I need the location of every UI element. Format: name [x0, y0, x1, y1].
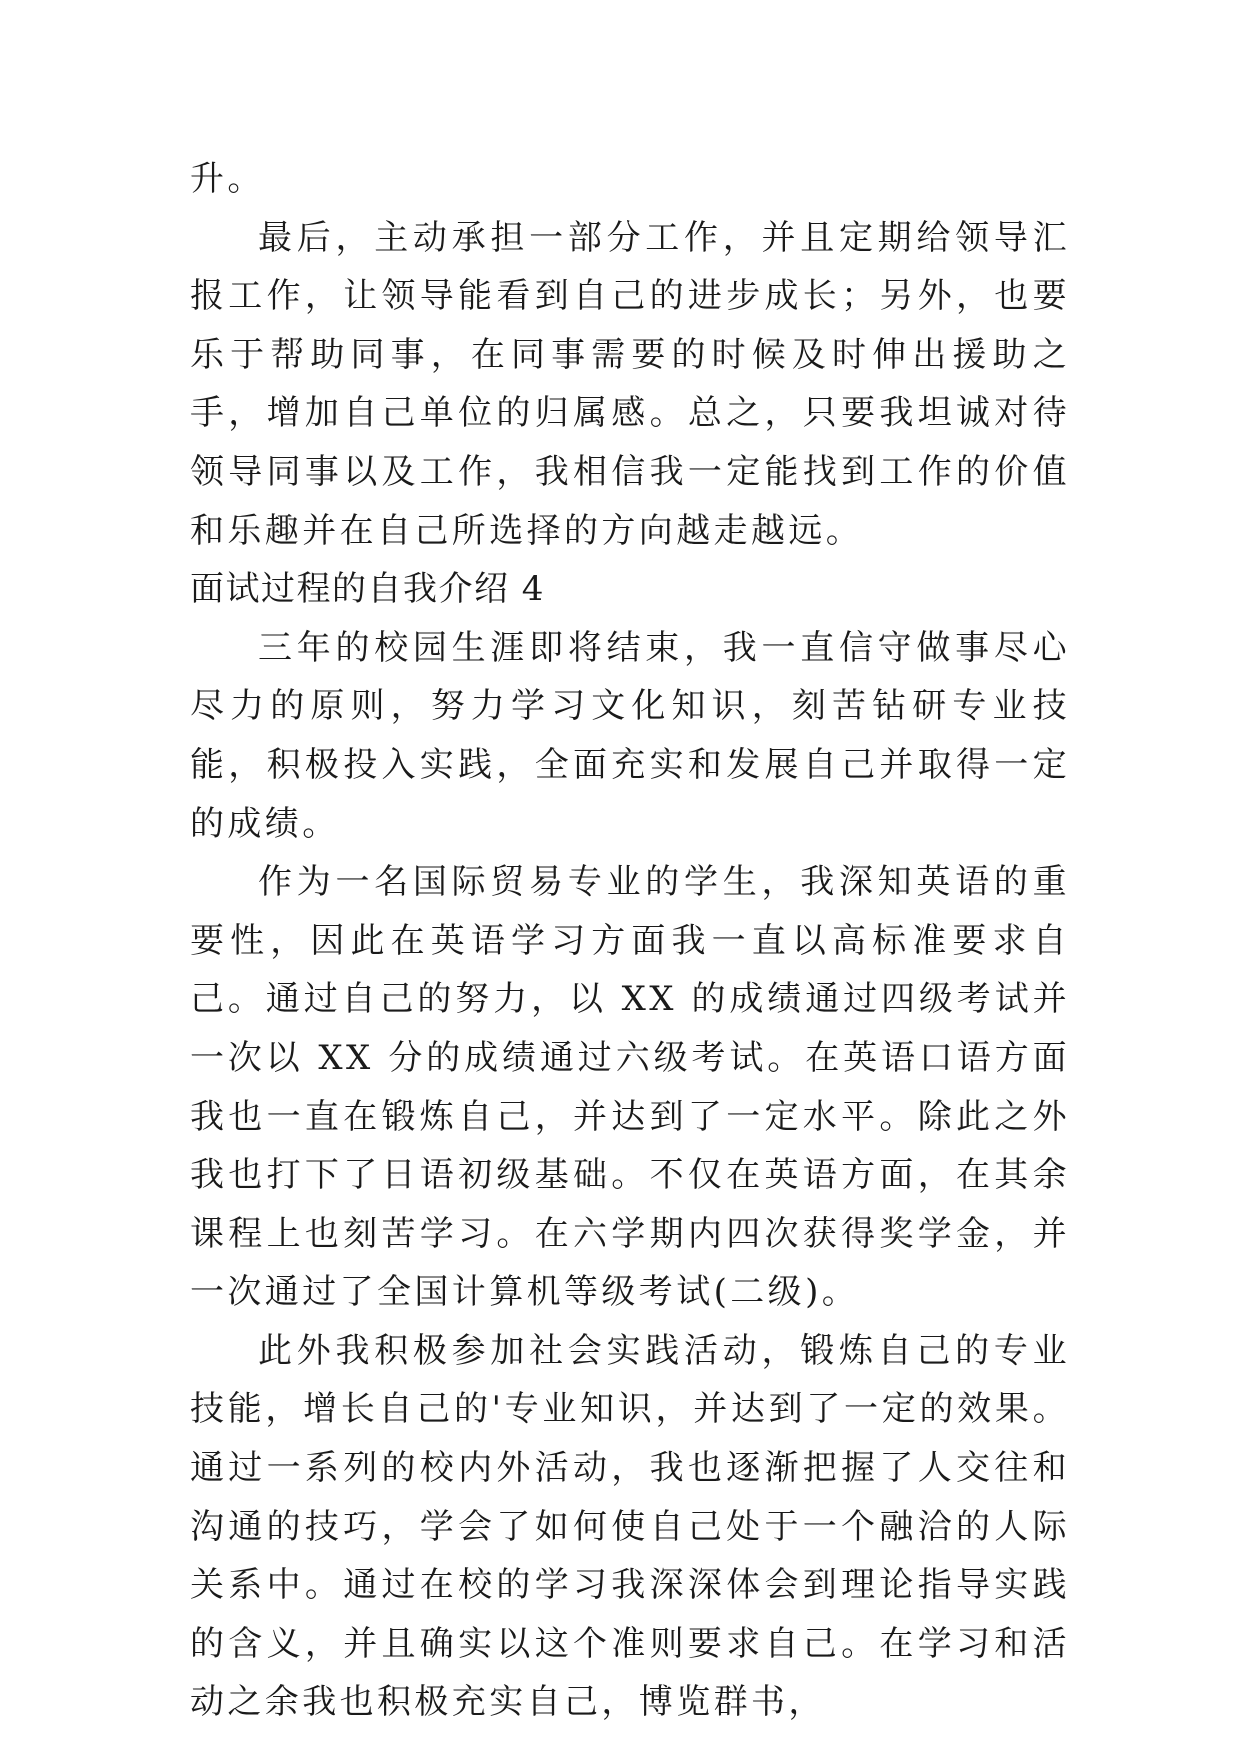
- paragraph-social-practice: 此外我积极参加社会实践活动，锻炼自己的专业技能，增长自己的'专业知识，并达到了一定的效果。通过一系列的校内外活动，我也逐渐把握了人交往和沟通的技巧，学会了如何使自己处于一个融洽的人际关系中。通过在校的学习我深深体会到理论指导实践的含义，并且确实以这个准则要求自己。在学习和活动之余我也积极充实自己，博览群书，: [190, 1330, 1070, 1723]
- paragraph-english-study: 作为一名国际贸易专业的学生，我深知英语的重要性，因此在英语学习方面我一直以高标准要求自己。通过自己的努力，以 XX 的成绩通过四级考试并一次以 XX 分的成绩通过六级考试。在英语口语方面我也一直在锻炼自己，并达到了一定水平。除此之外我也打下了日语初级基础。不仅在英语方面，在其余课程上也刻苦学习。在六学期内四次获得奖学金，并一次通过了全国计算机等级考试(二级)。: [190, 862, 1070, 1313]
- section-heading: 面试过程的自我介绍 4: [190, 569, 545, 610]
- paragraph-campus-life: 三年的校园生涯即将结束，我一直信守做事尽心尽力的原则，努力学习文化知识，刻苦钻研专业技能，积极投入实践，全面充实和发展自己并取得一定的成绩。: [190, 627, 1070, 844]
- document-body: [190, 150, 1070, 1732]
- paragraph-continuation: 升。: [190, 159, 265, 199]
- paragraph-final-advice: 最后，主动承担一部分工作，并且定期给领导汇报工作，让领导能看到自己的进步成长；另外，也要乐于帮助同事，在同事需要的时候及时伸出援助之手，增加自己单位的归属感。总之，只要我坦诚对待领导同事以及工作，我相信我一定能找到工作的价值和乐趣并在自己所选择的方向越走越远。: [190, 217, 1070, 551]
